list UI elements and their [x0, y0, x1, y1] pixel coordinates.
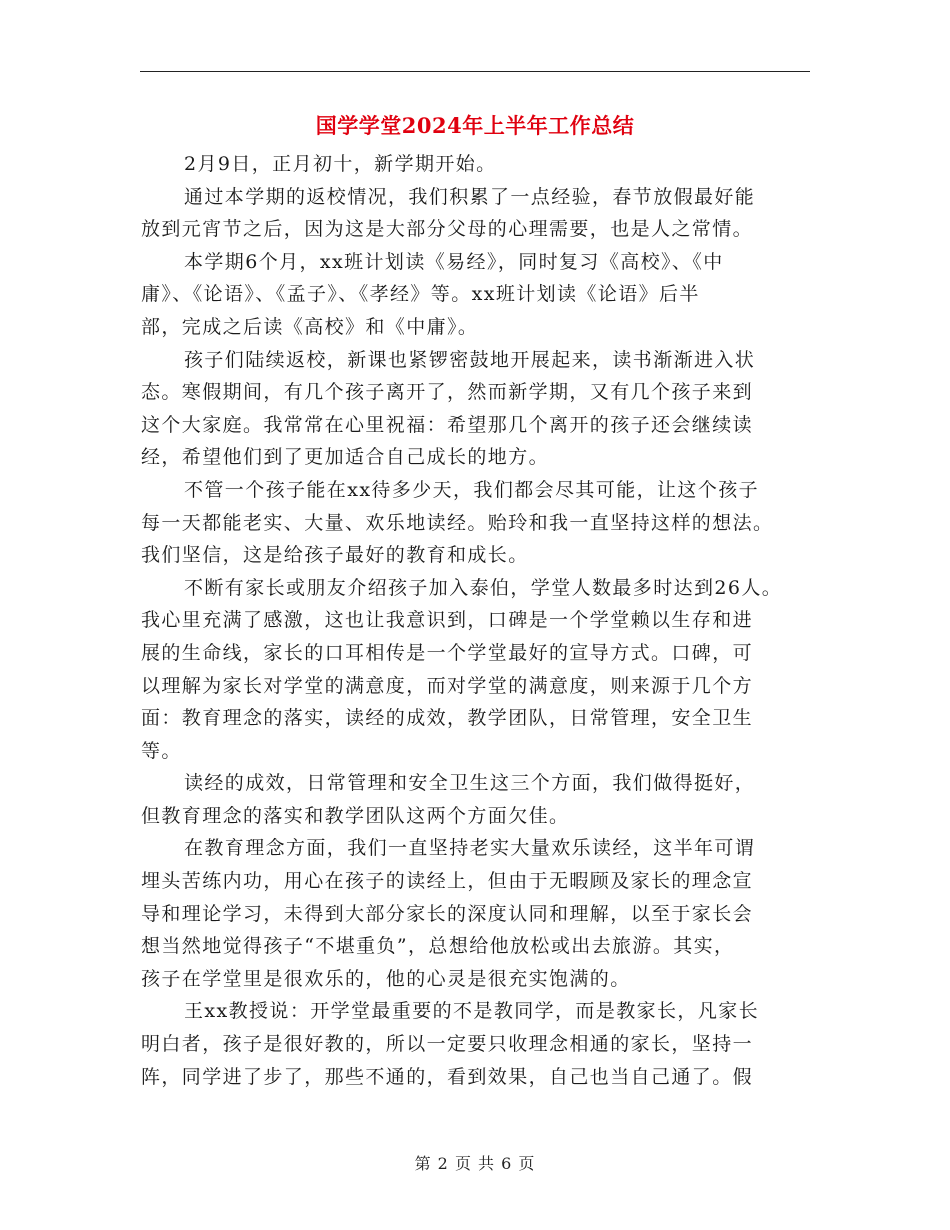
page-number: 第 2 页 共 6 页 [414, 1154, 536, 1173]
paragraph-line: 王xx教授说：开学堂最重要的不是教同学，而是教家长，凡家长 [184, 1000, 760, 1023]
paragraph-line: 读经的成效，日常管理和安全卫生这三个方面，我们做得挺好， [184, 772, 756, 795]
paragraph [141, 181, 811, 246]
page-footer [0, 1152, 950, 1176]
paragraph-line: 等。 [141, 739, 182, 762]
paragraph [141, 344, 811, 474]
paragraph-line: 在教育理念方面，我们一直坚持老实大量欢乐读经，这半年可谓 [184, 837, 756, 860]
paragraph-line: 孩子在学堂里是很欢乐的，他的心灵是很充实饱满的。 [141, 967, 631, 990]
paragraph-line: 部，完成之后读《高校》和《中庸》。 [141, 315, 479, 338]
paragraph-line: 以理解为家长对学堂的满意度，而对学堂的满意度，则来源于几个方 [141, 674, 754, 697]
paragraph-line: 不管一个孩子能在xx待多少天，我们都会尽其可能，让这个孩子 [184, 478, 760, 501]
paragraph-line: 本学期6个月，xx班计划读《易经》，同时复习《高校》、《中 [184, 250, 724, 273]
paragraph [141, 148, 811, 181]
paragraph-line: 这个大家庭。我常常在心里祝福：希望那几个离开的孩子还会继续读 [141, 413, 754, 436]
paragraph-line: 导和理论学习，未得到大部分家长的深度认同和理解，以至于家长会 [141, 902, 754, 925]
paragraph-line: 不断有家长或朋友介绍孩子加入泰伯，学堂人数最多时达到26人。 [184, 576, 783, 599]
paragraph-line: 经，希望他们到了更加适合自己成长的地方。 [141, 446, 550, 469]
paragraph [141, 832, 811, 995]
paragraph-line: 2月9日，正月初十，新学期开始。 [184, 153, 497, 175]
paragraph-line: 面：教育理念的落实，读经的成效，教学团队，日常管理，安全卫生 [141, 707, 754, 730]
paragraph-line: 每一天都能老实、大量、欢乐地读经。贻玲和我一直坚持这样的想法。 [141, 511, 774, 534]
paragraph-line: 明白者，孩子是很好教的，所以一定要只收理念相通的家长，坚持一 [141, 1033, 754, 1056]
paragraph-line: 庸》、《论语》、《孟子》、《孝经》等。xx班计划读《论语》后半 [141, 283, 700, 306]
paragraph-line: 孩子们陆续返校，新课也紧锣密鼓地开展起来，读书渐渐进入状 [184, 348, 756, 371]
paragraph-line: 埋头苦练内功，用心在孩子的读经上，但由于无暇顾及家长的理念宣 [141, 870, 754, 893]
paragraph [141, 767, 811, 832]
paragraph-line: 通过本学期的返校情况，我们积累了一点经验，春节放假最好能 [184, 185, 756, 208]
paragraph [141, 474, 811, 572]
paragraph-line: 阵，同学进了步了，那些不通的，看到效果，自己也当自己通了。假 [141, 1065, 754, 1088]
paragraph-line: 想当然地觉得孩子“不堪重负”，总想给他放松或出去旅游。其实， [141, 935, 735, 958]
document-body [141, 148, 811, 1093]
paragraph-line: 我心里充满了感激，这也让我意识到，口碑是一个学堂赖以生存和进 [141, 609, 754, 632]
paragraph [141, 246, 811, 344]
paragraph-line: 但教育理念的落实和教学团队这两个方面欠佳。 [141, 804, 570, 827]
paragraph-line: 态。寒假期间，有几个孩子离开了，然而新学期，又有几个孩子来到 [141, 381, 754, 404]
paragraph [141, 995, 811, 1093]
header-rule [140, 71, 810, 72]
paragraph-line: 我们坚信，这是给孩子最好的教育和成长。 [141, 544, 529, 567]
document-title: 国学学堂2024年上半年工作总结 [315, 113, 635, 138]
paragraph-line: 展的生命线，家长的口耳相传是一个学堂最好的宣导方式。口碑，可 [141, 641, 754, 664]
paragraph-line: 放到元宵节之后，因为这是大部分父母的心理需要，也是人之常情。 [141, 218, 754, 241]
paragraph [141, 572, 811, 768]
